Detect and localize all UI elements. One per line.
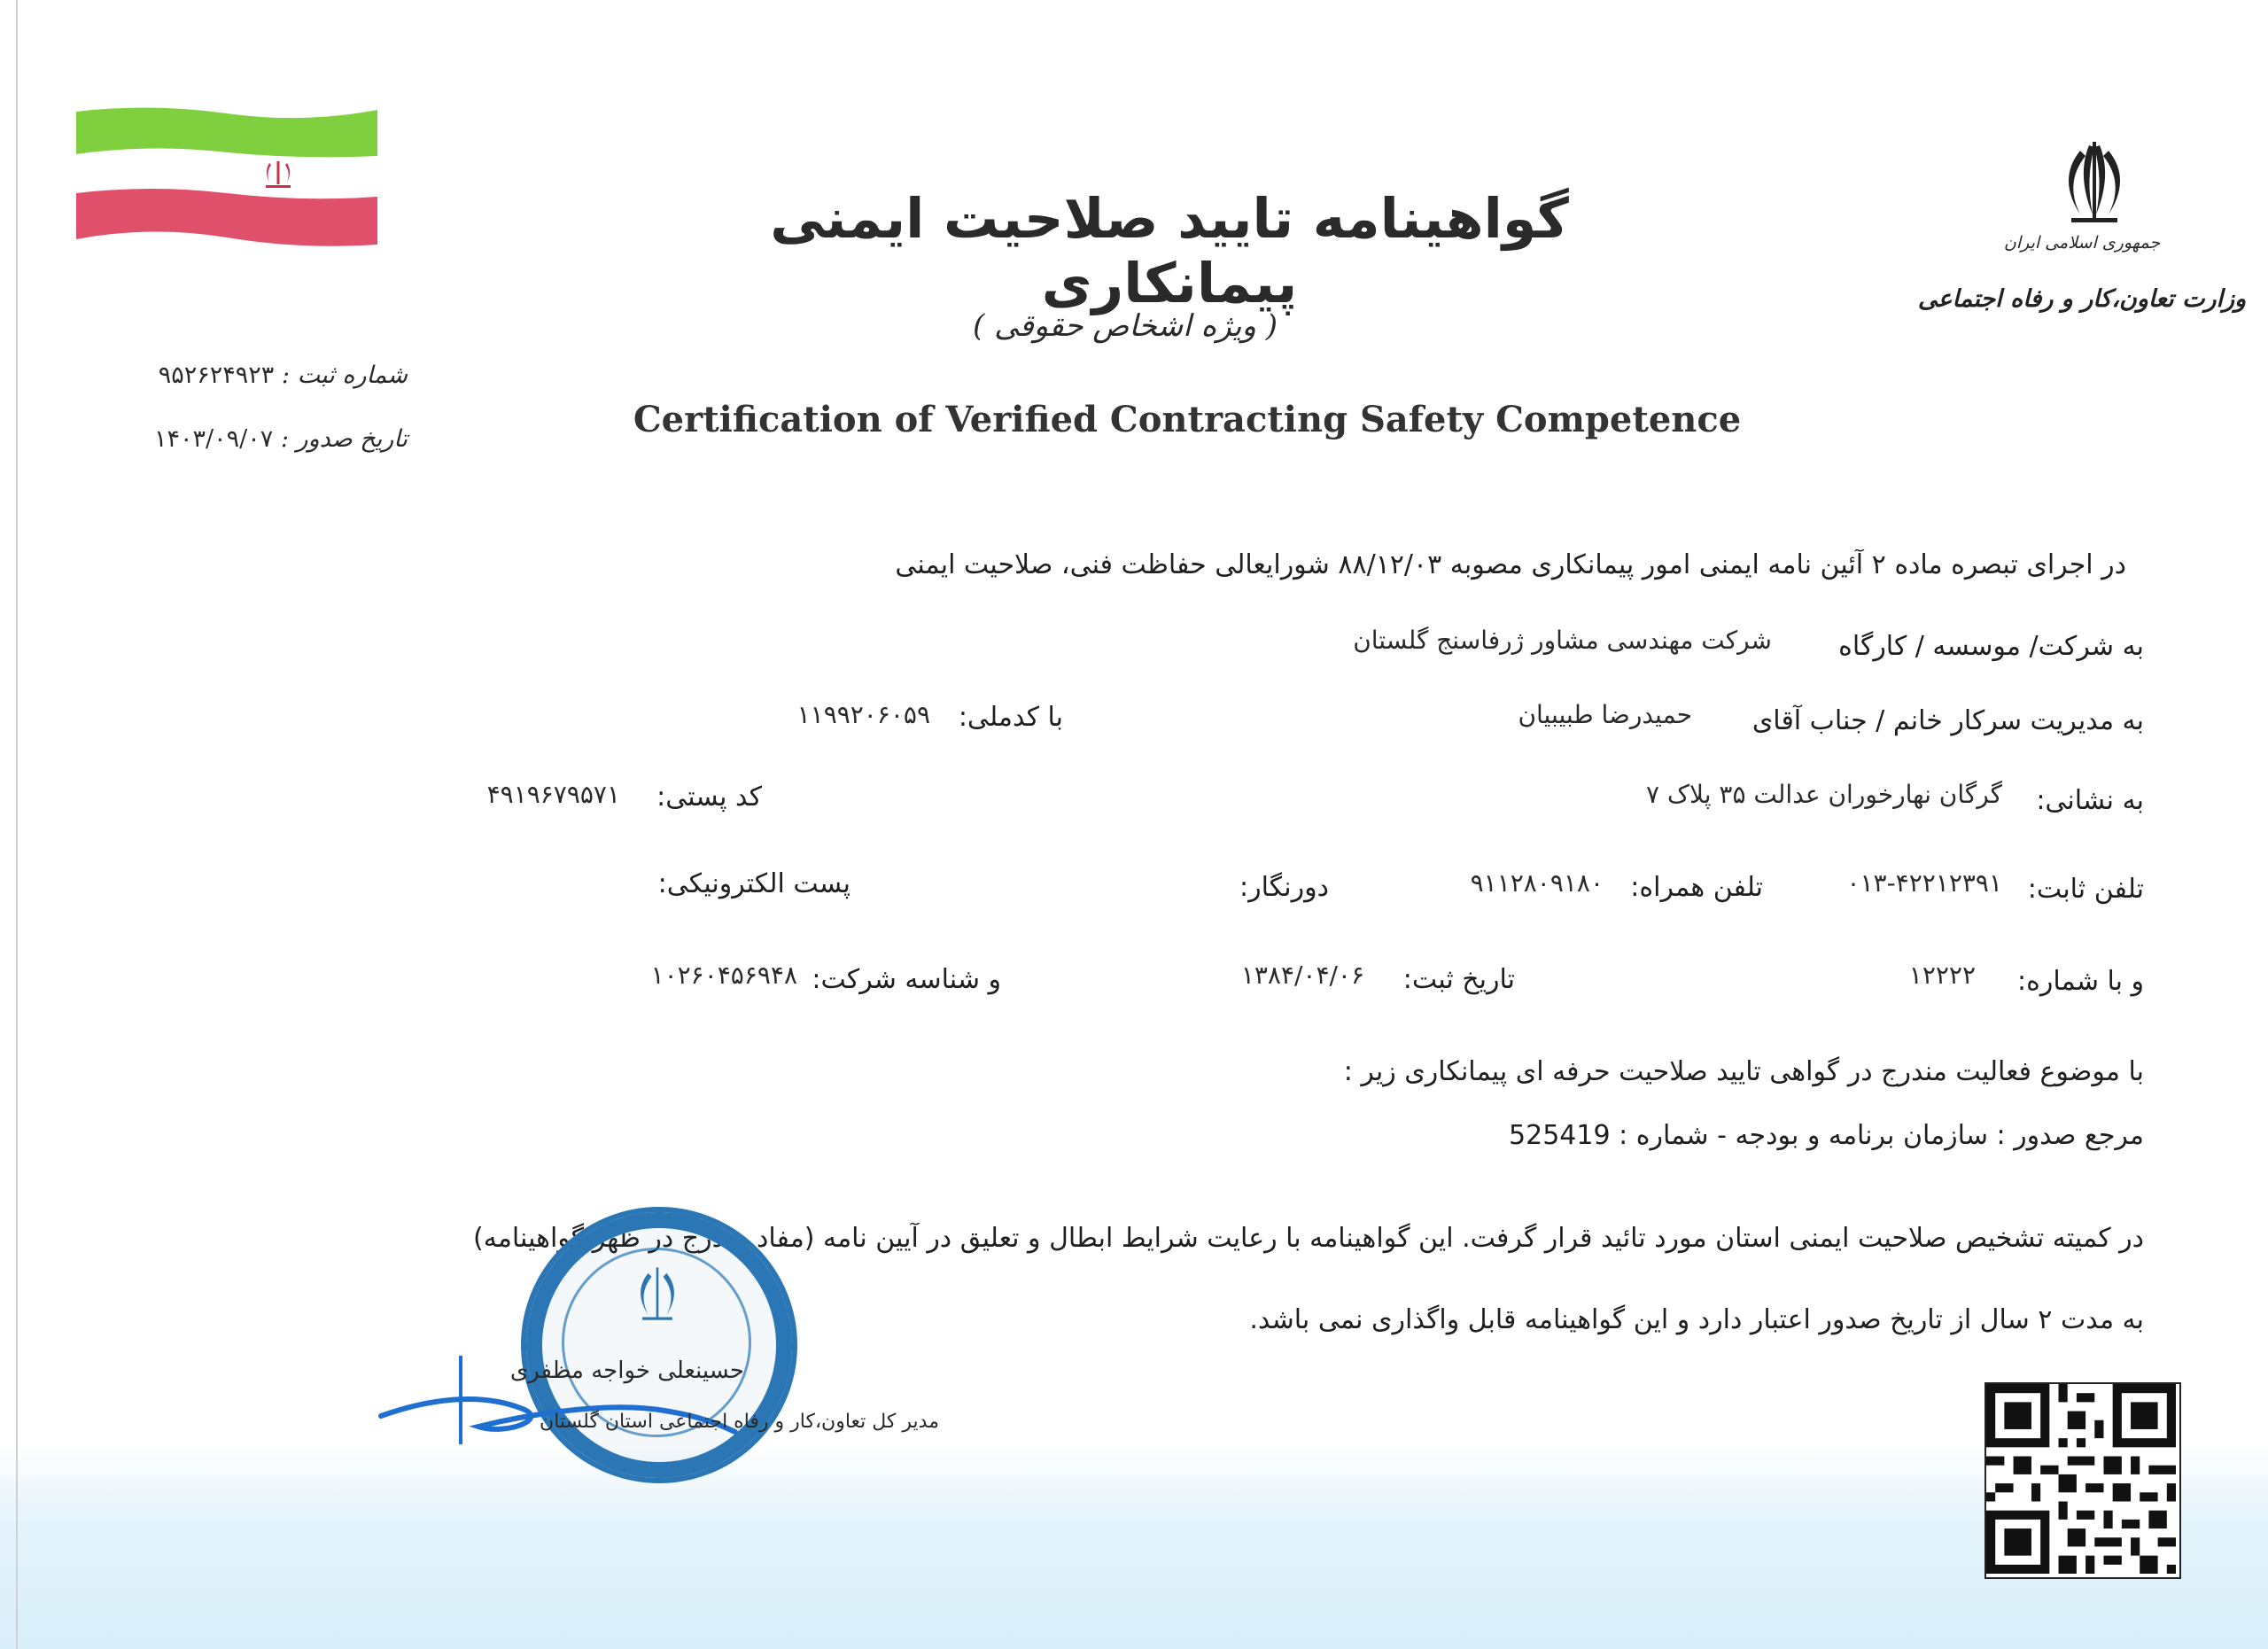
- issue-date-label: تاریخ صدور :: [280, 425, 408, 453]
- address-value: گرگان نهارخوران عدالت ۳۵ پلاک ۷: [1645, 780, 2002, 809]
- manager-value: حمیدرضا طبیبیان: [1518, 700, 1692, 729]
- phone-value: ۰۱۳-۴۲۲۱۲۳۹۱: [1846, 868, 2002, 898]
- national-id-value: ۱۱۹۹۲۰۶۰۵۹: [796, 700, 930, 729]
- registration-number: [142, 362, 408, 389]
- iran-flag: [76, 105, 377, 246]
- issue-date: [142, 425, 408, 453]
- company-id-label: و شناسه شرکت:: [812, 964, 1001, 995]
- page-left-border: [16, 0, 18, 1649]
- manager-label: به مدیریت سرکار خانم / جناب آقای: [1751, 705, 2144, 736]
- mobile-value: ۹۱۱۲۸۰۹۱۸۰: [1470, 868, 1604, 898]
- signatory-name: حسینعلی خواجه مظفری: [509, 1357, 744, 1384]
- qr-code: [1984, 1382, 2181, 1579]
- email-label: پست الکترونیکی:: [657, 868, 850, 899]
- page-title: گواهینامه تایید صلاحیت ایمنی پیمانکاری: [770, 186, 1569, 315]
- mobile-label: تلفن همراه:: [1630, 872, 1763, 903]
- bottom-blue-tint: [0, 1445, 2268, 1649]
- phone-label: تلفن ثابت:: [2027, 874, 2144, 905]
- reg-no-value: ۹۵۲۶۲۴۹۲۳: [158, 362, 275, 389]
- address-label: به نشانی:: [2036, 785, 2144, 816]
- reference-text: مرجع صدور : سازمان برنامه و بودجه - شماره : 525419: [1509, 1120, 2144, 1151]
- postal-label: کد پستی:: [656, 782, 762, 813]
- national-id-label: با کدملی:: [958, 702, 1063, 733]
- iran-emblem-icon: [2054, 142, 2135, 230]
- intro-text: در اجرای تبصره ماده ۲ آئین نامه ایمنی امور پیمانکاری مصوبه ۸۸/۱۲/۰۳ شورایعالی حفاظت فنی، صلاحیت ایمنی: [895, 549, 2126, 580]
- company-id-value: ۱۰۲۶۰۴۵۶۹۴۸: [650, 961, 797, 990]
- stamp-emblem-icon: [631, 1267, 684, 1326]
- validity-text: به مدت ۲ سال از تاریخ صدور اعتبار دارد و این گواهینامه قابل واگذاری نمی باشد.: [1249, 1304, 2144, 1335]
- committee-text: در کمیته تشخیص صلاحیت ایمنی استان مورد تائید قرار گرفت. این گواهینامه با رعایت شرایط ابطال و تعلیق در آیین نامه (مفاد مندرج در ظهر گواهینامه): [473, 1223, 2144, 1254]
- qr-code-icon: [1986, 1384, 2176, 1574]
- ministry-line-2: وزارت تعاون،کار و رفاه اجتماعی: [1917, 285, 2247, 313]
- reg-date-value: ۱۳۸۴/۰۴/۰۶: [1240, 961, 1364, 990]
- company-label: به شرکت/ موسسه / کارگاه: [1838, 631, 2144, 662]
- reg-date-label: تاریخ ثبت:: [1402, 964, 1515, 995]
- issue-date-value: ۱۴۰۳/۰۹/۰۷: [154, 425, 274, 453]
- subject-text: با موضوع فعالیت مندرج در گواهی تایید صلاحیت حرفه ای پیمانکاری زیر :: [1343, 1056, 2144, 1087]
- ministry-line-1: جمهوری اسلامی ایران: [2003, 233, 2161, 253]
- number-label: و با شماره:: [2017, 966, 2144, 997]
- postal-value: ۴۹۱۹۶۷۹۵۷۱: [486, 780, 620, 809]
- fax-label: دورنگار:: [1239, 872, 1329, 903]
- company-value: شرکت مهندسی مشاور ژرفاسنج گلستان: [1353, 626, 1772, 655]
- number-value: ۱۲۲۲۲: [1908, 961, 1976, 990]
- title-english: Certification of Verified Contracting Safety Competence: [633, 399, 1742, 440]
- page-subtitle: ( ویژه اشخاص حقوقی ): [973, 308, 1278, 344]
- reg-no-label: شماره ثبت :: [281, 362, 408, 389]
- signatory-position: مدیر کل تعاون،کار و رفاه اجتماعی استان گلستان: [540, 1411, 939, 1433]
